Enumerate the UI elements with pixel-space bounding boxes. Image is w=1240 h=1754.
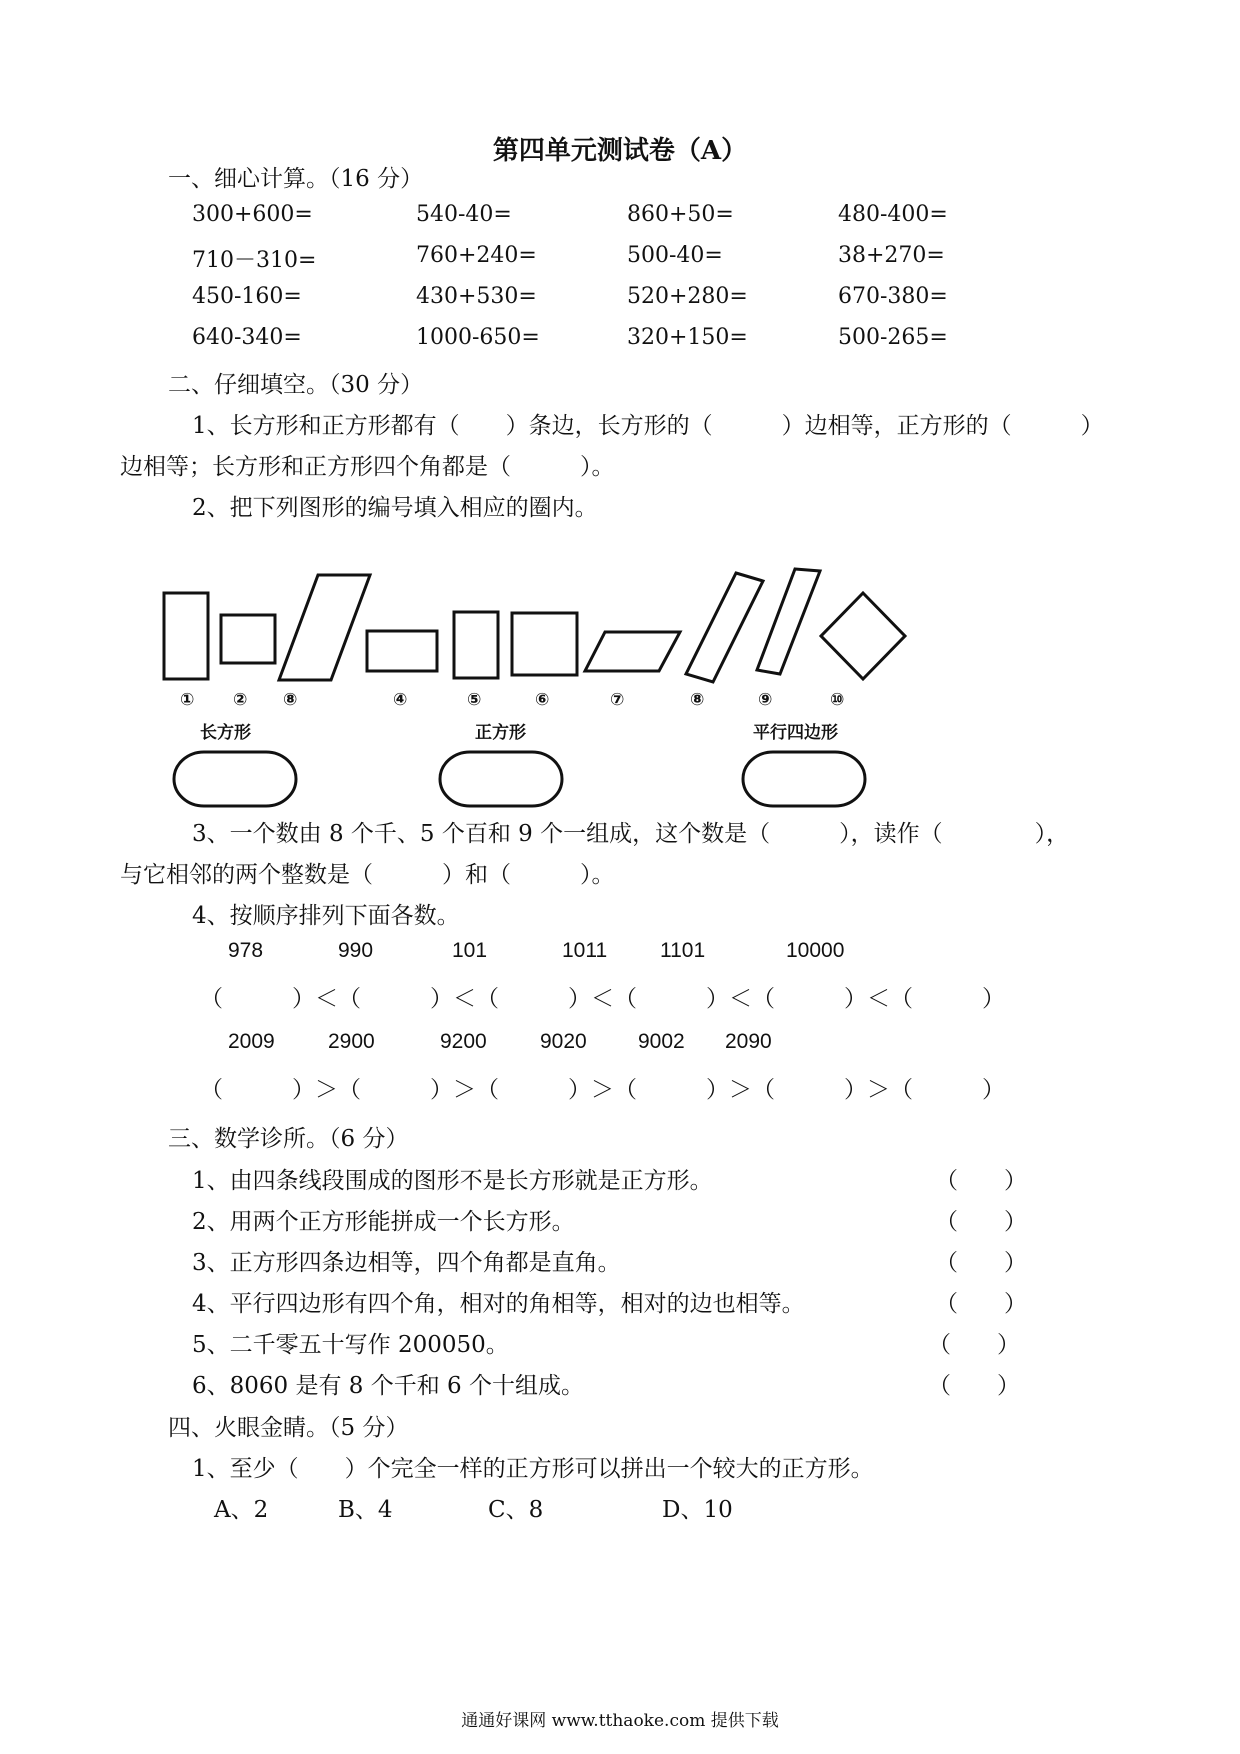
- sequence-number: 101: [452, 939, 488, 962]
- shape-number: ②: [233, 690, 248, 710]
- calc-item: 500-265=: [838, 325, 948, 350]
- judgement-item: 5、二千零五十写作 200050。: [192, 1332, 509, 1358]
- shape-number: ⑦: [610, 690, 625, 710]
- sequence-number: 990: [338, 939, 374, 962]
- section-4-heading: 四、火眼金睛。（5 分）: [168, 1415, 409, 1441]
- calc-item: 480-400=: [838, 202, 948, 227]
- calc-item: 450-160=: [192, 284, 302, 309]
- sequence-number: 9200: [440, 1030, 487, 1053]
- shape-number: ⑥: [535, 690, 550, 710]
- calc-item: 760+240=: [416, 243, 537, 268]
- answer-blank: （ ）: [935, 1168, 1027, 1194]
- parallelogram-answer-oval: [743, 752, 865, 806]
- sequence-number: 10000: [786, 939, 845, 962]
- sequence-2-blanks: （ ）＞（ ）＞（ ）＞（ ）＞（ ）＞（ ）: [200, 1077, 1005, 1103]
- calc-item: 1000-650=: [416, 325, 540, 350]
- sequence-number: 1101: [660, 939, 706, 962]
- calc-item: 38+270=: [838, 243, 945, 268]
- calc-item: 520+280=: [627, 284, 748, 309]
- shape-6-square: [512, 613, 577, 675]
- section-2-heading: 二、仔细填空。（30 分）: [168, 372, 424, 398]
- shape-10-square: [821, 593, 905, 679]
- shapes-figure: [0, 560, 1240, 810]
- shape-1-rectangle: [164, 593, 208, 679]
- answer-blank: （ ）: [935, 1291, 1027, 1317]
- judgement-item: 2、用两个正方形能拼成一个长方形。: [192, 1209, 575, 1235]
- sequence-number: 978: [228, 939, 264, 962]
- shape-5-rectangle: [454, 612, 498, 678]
- shape-3-parallelogram: [279, 575, 370, 680]
- category-label-square: 正方形: [475, 723, 526, 743]
- shape-number: ④: [393, 690, 408, 710]
- category-label-parallelogram: 平行四边形: [753, 723, 838, 743]
- shape-9-parallelogram: [757, 569, 820, 674]
- shape-number: ⑧: [690, 690, 705, 710]
- category-label-rectangle: 长方形: [200, 723, 251, 743]
- question-2-3-line-1: 3、一个数由 8 个千、5 个百和 9 个一组成，这个数是（ ），读作（ ），: [192, 821, 1070, 847]
- shape-4-rectangle: [367, 631, 437, 671]
- question-2-1-line-2: 边相等；长方形和正方形四个角都是（ ）。: [120, 454, 615, 480]
- option-a: A、2: [214, 1497, 269, 1523]
- shape-number: ⑤: [467, 690, 482, 710]
- section-1-heading: 一、细心计算。（16 分）: [168, 166, 424, 192]
- sequence-number: 9020: [540, 1030, 587, 1053]
- calc-item: 300+600=: [192, 202, 313, 227]
- rectangle-answer-oval: [174, 752, 296, 806]
- calc-item: 710－310=: [192, 248, 317, 273]
- shape-2-square: [221, 615, 275, 663]
- question-2-1-line-1: 1、长方形和正方形都有（ ）条边，长方形的（ ）边相等，正方形的（ ）: [192, 413, 1104, 439]
- shape-number: ⑨: [758, 690, 773, 710]
- shape-number: ⑩: [830, 690, 845, 710]
- calc-item: 500-40=: [627, 243, 723, 268]
- sequence-number: 9002: [638, 1030, 685, 1053]
- sequence-number: 1011: [562, 939, 608, 962]
- answer-blank: （ ）: [928, 1373, 1020, 1399]
- judgement-item: 1、由四条线段围成的图形不是长方形就是正方形。: [192, 1168, 713, 1194]
- square-answer-oval: [440, 752, 562, 806]
- shape-number: ⑧: [283, 690, 298, 710]
- sequence-number: 2090: [725, 1030, 772, 1053]
- shape-number: ①: [180, 690, 195, 710]
- calc-item: 320+150=: [627, 325, 748, 350]
- calc-item: 430+530=: [416, 284, 537, 309]
- question-4-1: 1、至少（ ）个完全一样的正方形可以拼出一个较大的正方形。: [192, 1456, 874, 1482]
- question-2-3-line-2: 与它相邻的两个整数是（ ）和（ ）。: [120, 862, 615, 888]
- question-2-4: 4、按顺序排列下面各数。: [192, 903, 460, 929]
- section-3-heading: 三、数学诊所。（6 分）: [168, 1126, 409, 1152]
- answer-blank: （ ）: [928, 1332, 1020, 1358]
- judgement-item: 3、正方形四条边相等，四个角都是直角。: [192, 1250, 621, 1276]
- calc-item: 860+50=: [627, 202, 734, 227]
- shape-8-parallelogram: [686, 573, 763, 682]
- option-d: D、10: [662, 1497, 733, 1523]
- option-c: C、8: [488, 1497, 544, 1523]
- answer-blank: （ ）: [935, 1209, 1027, 1235]
- sequence-1-blanks: （ ）＜（ ）＜（ ）＜（ ）＜（ ）＜（ ）: [200, 986, 1005, 1012]
- judgement-item: 4、平行四边形有四个角，相对的角相等，相对的边也相等。: [192, 1291, 805, 1317]
- option-b: B、4: [338, 1497, 393, 1523]
- answer-blank: （ ）: [935, 1250, 1027, 1276]
- calc-item: 640-340=: [192, 325, 302, 350]
- sequence-number: 2900: [328, 1030, 375, 1053]
- judgement-item: 6、8060 是有 8 个千和 6 个十组成。: [192, 1373, 584, 1399]
- footer-credit: 通通好课网 www.tthaoke.com 提供下载: [461, 1711, 779, 1731]
- question-2-2: 2、把下列图形的编号填入相应的圈内。: [192, 495, 598, 521]
- sequence-number: 2009: [228, 1030, 275, 1053]
- calc-item: 670-380=: [838, 284, 948, 309]
- calc-item: 540-40=: [416, 202, 512, 227]
- page-title: 第四单元测试卷（A）: [492, 136, 748, 166]
- shape-7-parallelogram: [585, 632, 680, 671]
